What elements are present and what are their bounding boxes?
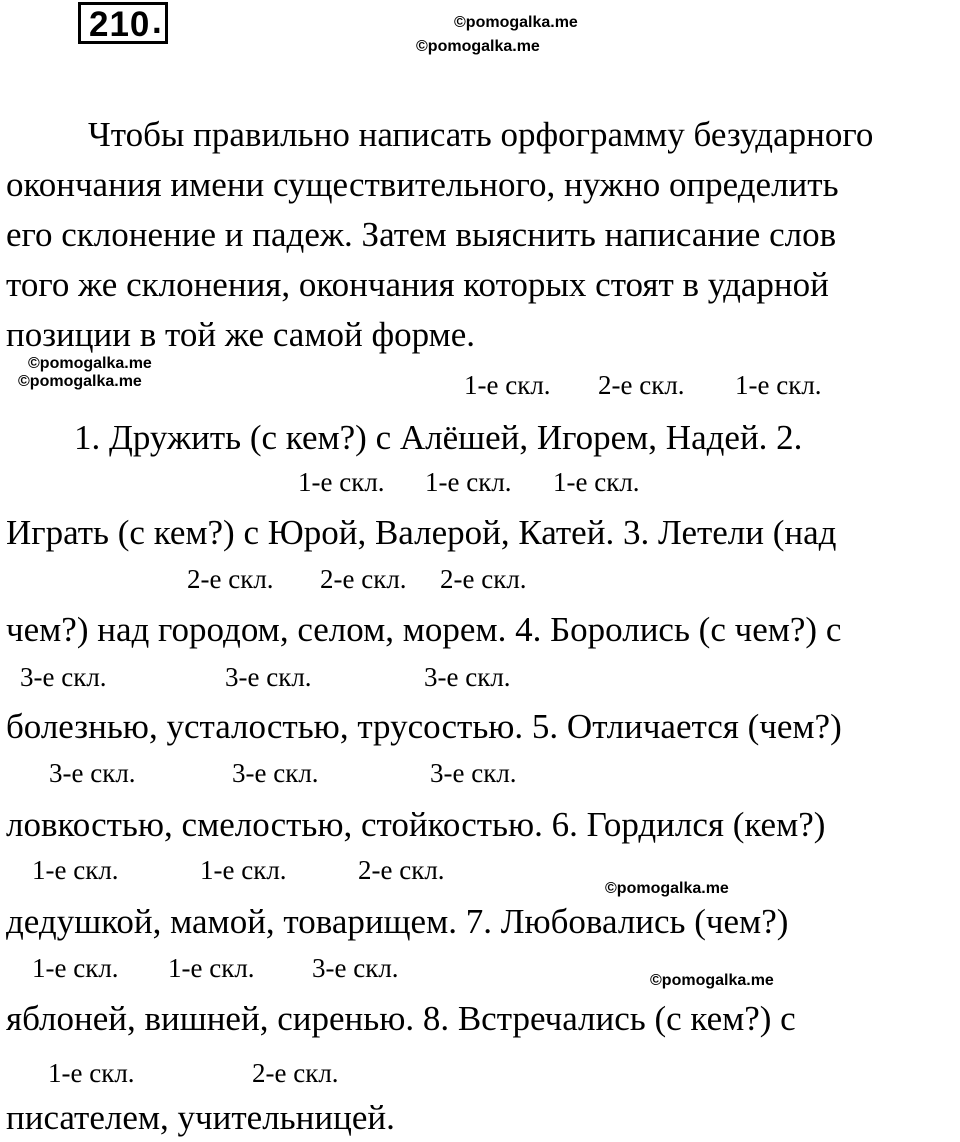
declension-label: 1-е скл.: [48, 1058, 135, 1088]
intro-line: позиции в той же самой форме.: [6, 315, 476, 354]
body-line: яблоней, вишней, сиренью. 8. Встречались (с кем?) с: [6, 999, 796, 1038]
intro-line: его склонение и падеж. Затем выяснить написание слов: [6, 215, 837, 254]
declension-label: 2-е скл.: [358, 855, 445, 885]
watermark: ©pomogalka.me: [28, 355, 152, 372]
declension-label: 2-е скл.: [187, 564, 274, 594]
declension-label: 3-е скл.: [430, 758, 517, 788]
declension-label: 3-е скл.: [20, 662, 107, 692]
declension-label: 2-е скл.: [598, 370, 685, 400]
declension-label: 1-е скл.: [298, 467, 385, 497]
declension-label: 3-е скл.: [232, 758, 319, 788]
body-line: болезнью, усталостью, трусостью. 5. Отличается (чем?): [6, 707, 842, 746]
body-line: писателем, учительницей.: [6, 1098, 395, 1137]
watermark: ©pomogalka.me: [650, 972, 774, 989]
declension-label: 2-е скл.: [252, 1058, 339, 1088]
intro-line: окончания имени существительного, нужно определить: [6, 165, 839, 204]
intro-line: Чтобы правильно написать орфограмму безударного: [88, 115, 874, 154]
body-line: 1. Дружить (с кем?) с Алёшей, Игорем, Надей. 2.: [74, 418, 803, 457]
declension-label: 2-е скл.: [320, 564, 407, 594]
exercise-number: 210: [89, 5, 151, 44]
body-line: дедушкой, мамой, товарищем. 7. Любовались (чем?): [6, 902, 789, 941]
declension-label: 3-е скл.: [312, 953, 399, 983]
declension-label: 1-е скл.: [200, 855, 287, 885]
watermark: ©pomogalka.me: [18, 373, 142, 390]
exercise-number-dot: .: [152, 2, 162, 41]
declension-label: 1-е скл.: [425, 467, 512, 497]
declension-label: 1-е скл.: [32, 855, 119, 885]
intro-line: того же склонения, окончания которых стоят в ударной: [6, 265, 829, 304]
declension-label: 1-е скл.: [32, 953, 119, 983]
declension-label: 3-е скл.: [225, 662, 312, 692]
declension-label: 1-е скл.: [735, 370, 822, 400]
declension-label: 1-е скл.: [464, 370, 551, 400]
declension-label: 1-е скл.: [553, 467, 640, 497]
declension-label: 3-е скл.: [49, 758, 136, 788]
declension-label: 1-е скл.: [168, 953, 255, 983]
watermark: ©pomogalka.me: [605, 880, 729, 897]
body-line: чем?) над городом, селом, морем. 4. Боролись (с чем?) с: [6, 610, 842, 649]
declension-label: 2-е скл.: [440, 564, 527, 594]
body-line: ловкостью, смелостью, стойкостью. 6. Гордился (кем?): [6, 805, 826, 844]
body-line: Играть (с кем?) с Юрой, Валерой, Катей. 3. Летели (над: [6, 513, 837, 552]
watermark: ©pomogalka.me: [416, 38, 540, 55]
watermark: ©pomogalka.me: [454, 14, 578, 31]
declension-label: 3-е скл.: [424, 662, 511, 692]
